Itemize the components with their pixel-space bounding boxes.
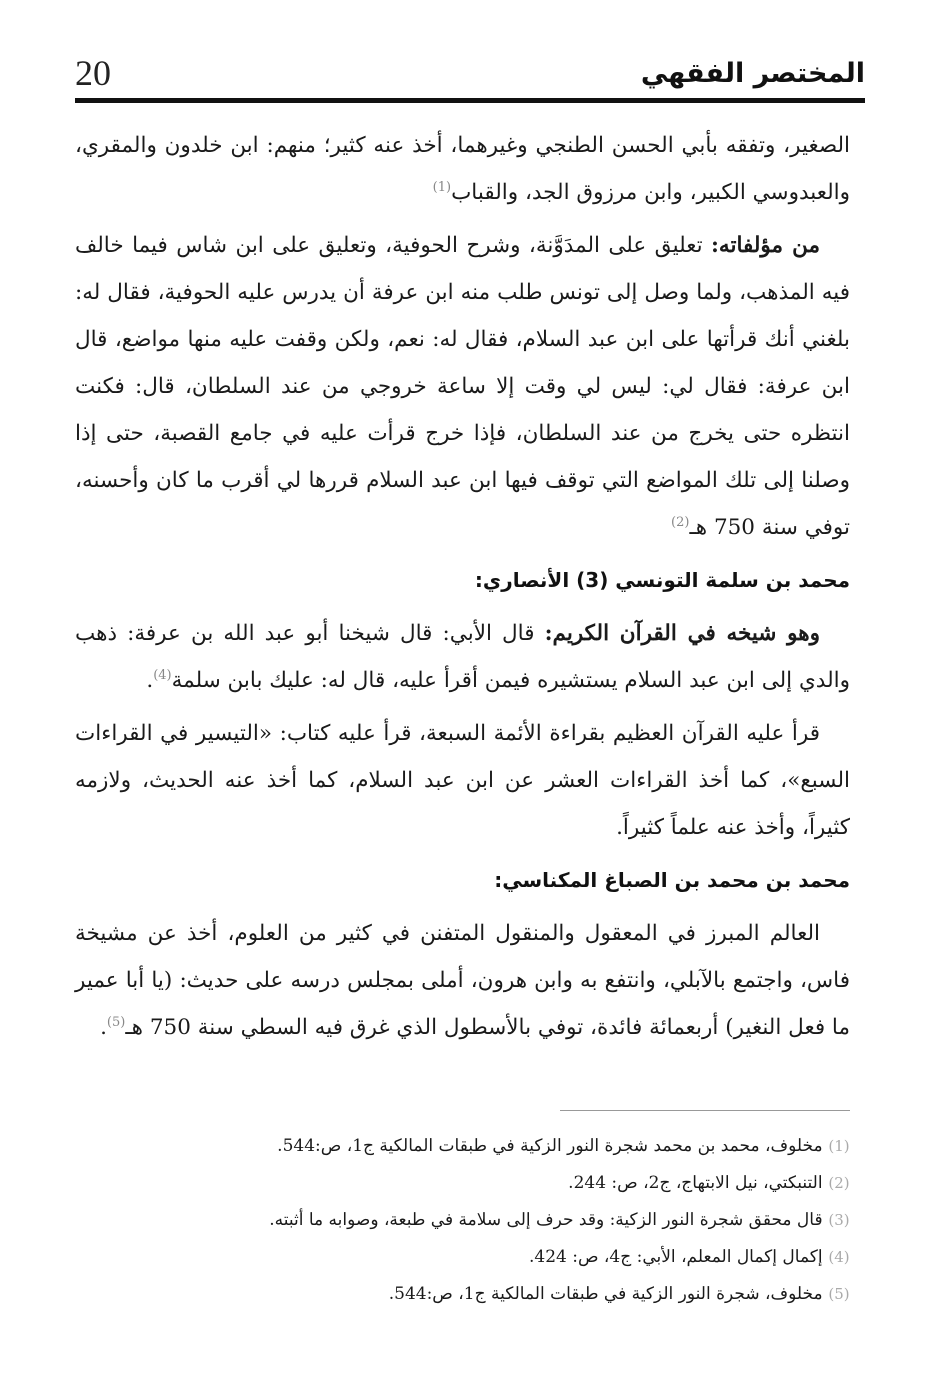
section-heading: محمد بن سلمة التونسي (3) الأنصاري: bbox=[474, 568, 850, 592]
footnote-text: قال محقق شجرة النور الزكية: وقد حرف إلى سلامة في طبعة، وصوابه ما أثبته. bbox=[269, 1210, 823, 1230]
book-title: المختصر الفقهي bbox=[640, 58, 865, 89]
paragraph bbox=[75, 222, 850, 551]
section-heading: محمد بن محمد بن الصباغ المكناسي: bbox=[494, 868, 850, 892]
footnote-text: إكمال إكمال المعلم، الأبي: ج4، ص: 424. bbox=[528, 1247, 823, 1267]
footnote-ref: (4) bbox=[153, 667, 172, 683]
paragraph-text: الصغير، وتفقه بأبي الحسن الطنجي وغيرهما، أخذ عنه كثير؛ منهم: ابن خلدون والمقري، والعبدوسي الكبير، وابن مرزوق الجد، والقباب bbox=[75, 133, 850, 205]
footnote-ref: (5) bbox=[106, 1014, 126, 1030]
paragraph-text: العالم المبرز في المعقول والمنقول المتفنن في كثير من العلوم، أخذ عن مشيخة فاس، واجتمع بالآبلي، وانتفع به وابن هرون، أملى بمجلس درسه على حديث: (يا أبا عمير ما فعل النغير) أربعمائة فائدة، توفي بالأسطول الذي غرق فيه السطي سنة 750 هـ bbox=[75, 921, 850, 1040]
footnote bbox=[75, 1239, 850, 1276]
paragraph: وهو شيخه في القرآن الكريم: قال الأبي: قال شيخنا أبو عبد الله بن عرفة: ذهب والدي إلى ابن عبد السلام يستشيره فيمن أقرأ عليه، قال له: عليك بابن سلمة$^{(4)}$. bbox=[75, 621, 850, 693]
footnote bbox=[75, 1276, 850, 1313]
paragraph-text: تعليق على المدَوَّنة، وشرح الحوفية، وتعليق على ابن شاس فيما خالف فيه المذهب، ولما وصل إلى تونس طلب منه ابن عرفة أن يدرس عليه الحوفية، فقال له: بلغني أنك قرأتها على ابن عبد السلام، فقال له: نعم، ولكن وقفت عليه منها مواضع، قال ابن عرفة: فقال لي: ليس لي وقت إلا ساعة خروجي من عند السلطان، قال: فكنت انتظره حتى يخرج من عند السلطان، فإذا خرج قرأت عليه في جامع القصبة، حتى إذا وصلنا إلى تلك المواضع التي توقف فيها ابن عبد السلام قررها لي أقرب ما كان وأحسنه، توفي سنة 750 هـ bbox=[75, 233, 850, 540]
paragraph bbox=[75, 122, 850, 216]
paragraph-lead: من مؤلفاته: bbox=[711, 233, 821, 258]
paragraph-lead: وهو شيخه في القرآن الكريم: bbox=[544, 621, 820, 646]
footnote-number: (4) bbox=[828, 1248, 850, 1266]
footnote-text: التنبكتي، نيل الابتهاج، ج2، ص: 244. bbox=[568, 1173, 823, 1193]
footnotes bbox=[75, 1128, 850, 1313]
footnote bbox=[75, 1128, 850, 1165]
paragraph: قرأ عليه القرآن العظيم بقراءة الأئمة السبعة، قرأ عليه كتاب: «التيسير في القراءات السبع»، كما أخذ القراءات العشر عن ابن عبد السلام، كما أخذ عنه الحديث، ولازمه كثيراً، وأخذ عنه علماً كثيراً. bbox=[75, 721, 850, 840]
footnote-text: مخلوف، شجرة النور الزكية في طبقات المالكية ج1، ص:544. bbox=[388, 1284, 823, 1304]
footnote-rule bbox=[560, 1110, 850, 1111]
footnote-number: (1) bbox=[828, 1137, 850, 1155]
footnote-number: (2) bbox=[828, 1174, 850, 1192]
footnote-text: مخلوف، محمد بن محمد شجرة النور الزكية في طبقات المالكية ج1، ص:544. bbox=[277, 1136, 823, 1156]
footnote-number: (3) bbox=[828, 1211, 850, 1229]
main-text bbox=[75, 122, 850, 1057]
paragraph-text: قال الأبي: قال شيخنا أبو عبد الله بن عرفة: ذهب والدي إلى ابن عبد السلام يستشيره فيمن أقرأ عليه، قال له: عليك بابن سلمة bbox=[75, 621, 850, 693]
footnote-ref: (2) bbox=[671, 514, 690, 530]
paragraph: العالم المبرز في المعقول والمنقول المتفنن في كثير من العلوم، أخذ عن مشيخة فاس، واجتمع بالآبلي، وانتفع به وابن هرون، أملى بمجلس درسه على حديث: (يا أبا عمير ما فعل النغير) أربعمائة فائدة، توفي بالأسطول الذي غرق فيه السطي سنة 750 هـ$^{(5)}$. bbox=[75, 921, 850, 1040]
footnote bbox=[75, 1202, 850, 1239]
footnote bbox=[75, 1165, 850, 1202]
page-number: 20 bbox=[75, 53, 111, 93]
footnote-ref: (1) bbox=[432, 179, 452, 195]
footnote-number: (5) bbox=[828, 1285, 850, 1303]
header-rule bbox=[75, 98, 865, 103]
page-header bbox=[75, 50, 865, 100]
